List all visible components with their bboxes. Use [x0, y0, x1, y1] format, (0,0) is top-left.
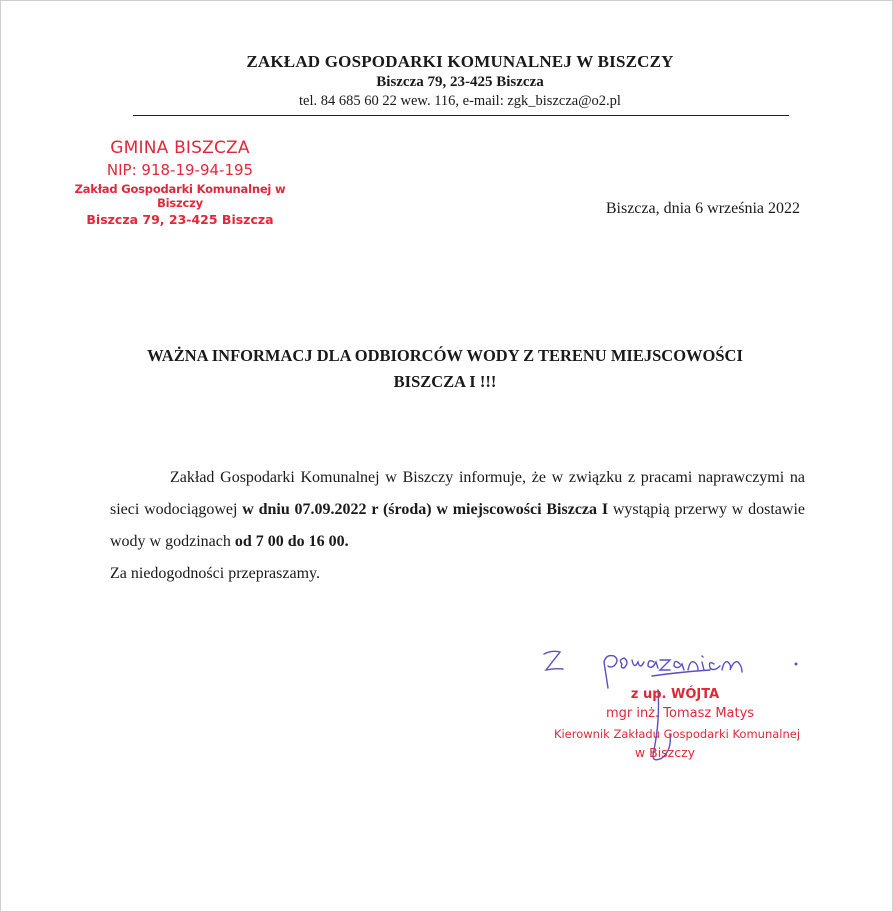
letterhead-address: Biszcza 79, 23-425 Biszcza: [376, 74, 544, 90]
signature-position: Kierownik Zakładu Gospodarki Komunalnej: [553, 727, 801, 741]
stamp-name: GMINA BISZCZA: [110, 138, 250, 158]
body-date-location: w dniu 07.09.2022 r (środa) w miejscowości Biszcza I: [242, 501, 609, 518]
body-hours: od 7 00 do 16 00.: [234, 533, 349, 550]
signature-location: w Biszczy: [634, 745, 696, 760]
letterhead-contact: tel. 84 685 60 22 wew. 116, e-mail: zgk_biszcza@o2.pl: [299, 93, 621, 109]
stamp-address: Biszcza 79, 23-425 Biszcza: [86, 212, 274, 227]
letterhead-rule: [133, 115, 789, 116]
notice-body: [110, 462, 805, 590]
stamp-nip: NIP: 918-19-94-195: [106, 161, 254, 179]
body-text-2: wystąpią przerwy w dostawie wody w godzinach: [110, 501, 805, 550]
body-text-1: Zakład Gospodarki Komunalnej w Biszczy informuje, że w związku z pracami naprawczymi na sieci wodociągowej: [110, 469, 805, 518]
letterhead: [130, 52, 790, 110]
letterhead-title: ZAKŁAD GOSPODARKI KOMUNALNEJ W BISZCZY: [246, 52, 674, 71]
gmina-stamp: [50, 138, 310, 227]
notice-heading: [100, 343, 790, 395]
body-paragraph-2: Za niedogodności przepraszamy.: [110, 565, 320, 582]
heading-line-2: BISZCZA I !!!: [393, 372, 497, 391]
stamp-org: Zakład Gospodarki Komunalnej w Biszczy: [74, 182, 286, 210]
body-paragraph-1: [110, 462, 805, 558]
signature-block: [530, 640, 810, 780]
heading-line-1: WAŻNA INFORMACJ DLA ODBIORCÓW WODY Z TERENU MIEJSCOWOŚCI: [147, 346, 743, 365]
signature-name: mgr inż. Tomasz Matys: [605, 706, 755, 721]
signature-authority: z up. WÓJTA: [630, 687, 720, 702]
document-date: Biszcza, dnia 6 września 2022: [605, 200, 800, 217]
